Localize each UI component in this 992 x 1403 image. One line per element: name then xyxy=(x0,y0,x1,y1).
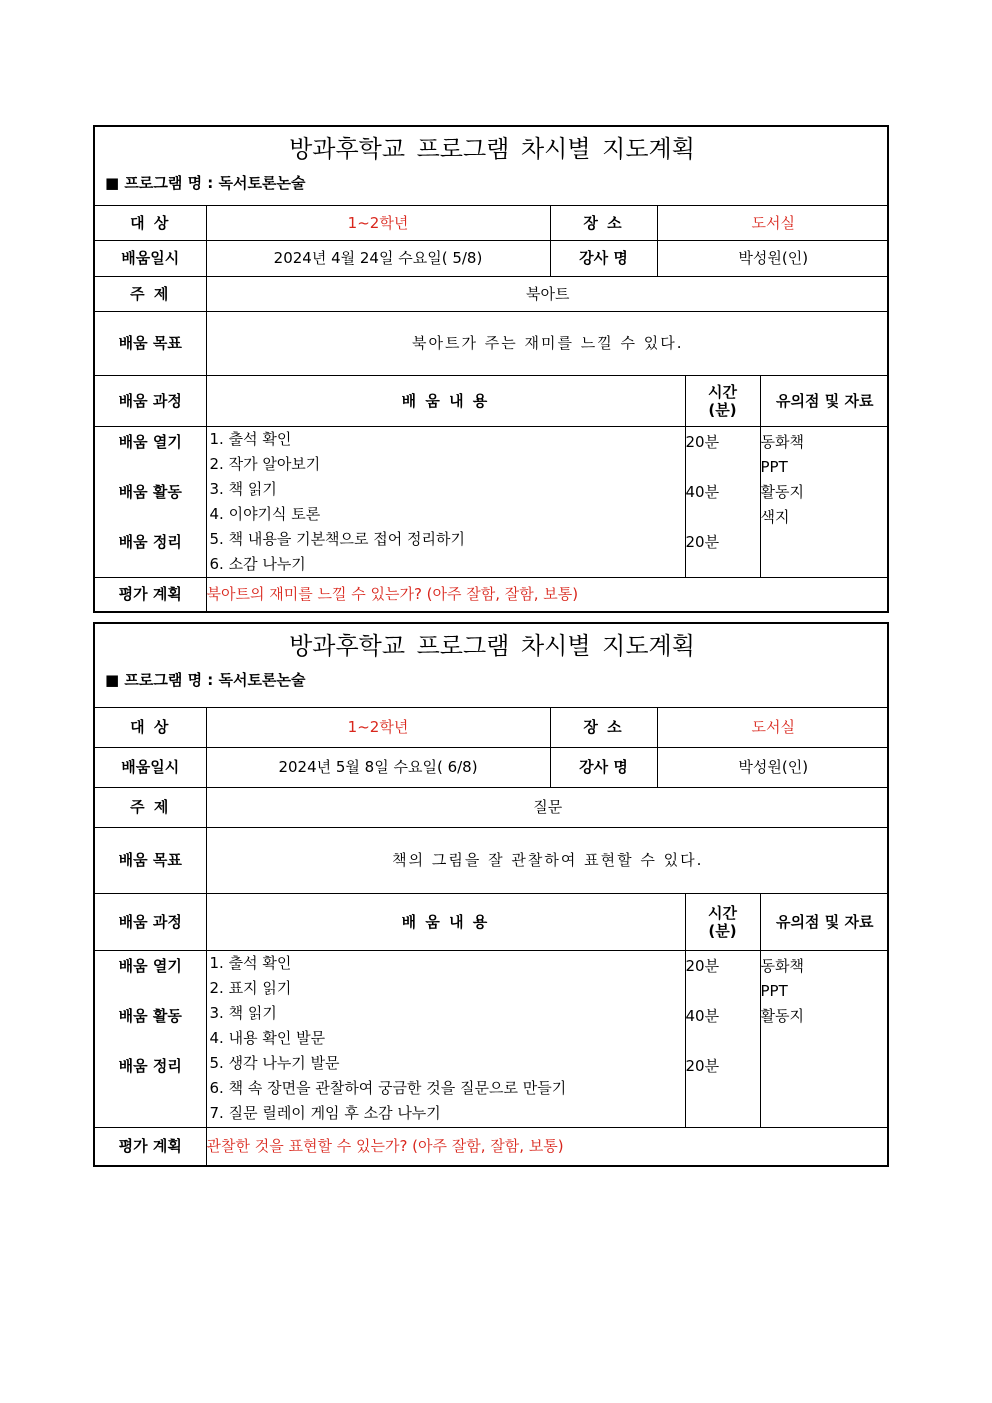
stages-cell xyxy=(95,950,206,1127)
time-header xyxy=(685,893,760,950)
step-item: 5. 생각 나누기 발문 xyxy=(209,1053,340,1072)
time-value: 20분 xyxy=(685,532,720,551)
time-value: 20분 xyxy=(685,956,720,975)
goal-label: 배움 목표 xyxy=(95,311,206,375)
date-value: 2024년 4월 24일 수요일( 5/8) xyxy=(206,240,550,276)
target-value: 1~2학년 xyxy=(206,707,550,747)
time-label-2: (분) xyxy=(708,400,737,419)
time-value: 40분 xyxy=(685,1006,720,1025)
stage-label: 배움 열기 xyxy=(118,956,182,975)
times-cell xyxy=(685,426,760,577)
content-label: 배 움 내 용 xyxy=(206,893,685,950)
material-item: 활동지 xyxy=(760,1006,804,1025)
step-item: 4. 내용 확인 발문 xyxy=(209,1028,326,1047)
step-item: 7. 질문 릴레이 게임 후 소감 나누기 xyxy=(209,1103,441,1122)
material-item: 색지 xyxy=(760,507,790,526)
stage-label: 배움 정리 xyxy=(118,532,182,551)
stages-cell xyxy=(95,426,206,577)
step-item: 1. 출석 확인 xyxy=(209,953,292,972)
stage-label: 배움 정리 xyxy=(118,1056,182,1075)
program-name: ■ 프로그램 명 : 독서토론논술 xyxy=(105,670,306,689)
stage-label: 배움 활동 xyxy=(118,1006,182,1025)
step-item: 6. 책 속 장면을 관찰하여 궁금한 것을 질문으로 만들기 xyxy=(209,1078,567,1097)
material-item: 동화책 xyxy=(760,956,804,975)
step-item: 4. 이야기식 토론 xyxy=(209,504,321,523)
teacher-value: 박성원(인) xyxy=(657,240,889,276)
place-label: 장 소 xyxy=(550,205,657,240)
plan-header xyxy=(95,127,889,205)
teacher-label: 강사 명 xyxy=(550,747,657,787)
material-item: PPT xyxy=(760,981,788,1000)
step-item: 3. 책 읽기 xyxy=(209,479,277,498)
step-item: 1. 출석 확인 xyxy=(209,429,292,448)
step-item: 5. 책 내용을 기본책으로 접어 정리하기 xyxy=(209,529,466,548)
goal-label: 배움 목표 xyxy=(95,827,206,893)
step-item: 2. 작가 알아보기 xyxy=(209,454,321,473)
steps-cell xyxy=(206,950,685,1127)
materials-cell xyxy=(760,426,889,577)
topic-label: 주 제 xyxy=(95,276,206,311)
plan-header xyxy=(95,624,889,707)
place-label: 장 소 xyxy=(550,707,657,747)
teacher-label: 강사 명 xyxy=(550,240,657,276)
content-label: 배 움 내 용 xyxy=(206,375,685,426)
material-item: 동화책 xyxy=(760,432,804,451)
date-label: 배움일시 xyxy=(95,240,206,276)
material-item: 활동지 xyxy=(760,482,804,501)
target-value: 1~2학년 xyxy=(206,205,550,240)
target-label: 대 상 xyxy=(95,707,206,747)
topic-value: 질문 xyxy=(206,787,889,827)
stage-label: 배움 활동 xyxy=(118,482,182,501)
step-item: 2. 표지 읽기 xyxy=(209,978,292,997)
process-label: 배움 과정 xyxy=(95,375,206,426)
topic-label: 주 제 xyxy=(95,787,206,827)
time-label-1: 시간 xyxy=(708,903,737,922)
date-label: 배움일시 xyxy=(95,747,206,787)
plan-title: 방과후학교 프로그램 차시별 지도계획 xyxy=(289,632,695,660)
materials-label: 유의점 및 자료 xyxy=(760,375,889,426)
process-label: 배움 과정 xyxy=(95,893,206,950)
time-value: 20분 xyxy=(685,432,720,451)
topic-value: 북아트 xyxy=(206,276,889,311)
step-item: 6. 소감 나누기 xyxy=(209,554,306,573)
place-value: 도서실 xyxy=(657,205,889,240)
date-value: 2024년 5월 8일 수요일( 6/8) xyxy=(206,747,550,787)
time-value: 40분 xyxy=(685,482,720,501)
time-label-2: (분) xyxy=(708,921,737,940)
program-name: ■ 프로그램 명 : 독서토론논술 xyxy=(105,173,306,192)
target-label: 대 상 xyxy=(95,205,206,240)
eval-label: 평가 계획 xyxy=(95,1127,206,1165)
eval-value: 북아트의 재미를 느낄 수 있는가? (아주 잘함, 잘함, 보통) xyxy=(206,577,889,611)
material-item: PPT xyxy=(760,457,788,476)
plan-title: 방과후학교 프로그램 차시별 지도계획 xyxy=(289,135,695,163)
teacher-value: 박성원(인) xyxy=(657,747,889,787)
goal-value: 책의 그림을 잘 관찰하여 표현할 수 있다. xyxy=(206,827,889,893)
time-label-1: 시간 xyxy=(708,382,737,401)
goal-value: 북아트가 주는 재미를 느낄 수 있다. xyxy=(206,311,889,375)
lesson-plan-1 xyxy=(93,125,889,613)
eval-value: 관찰한 것을 표현할 수 있는가? (아주 잘함, 잘함, 보통) xyxy=(206,1127,889,1165)
materials-cell xyxy=(760,950,889,1127)
eval-label: 평가 계획 xyxy=(95,577,206,611)
time-header xyxy=(685,375,760,426)
stage-label: 배움 열기 xyxy=(118,432,182,451)
place-value: 도서실 xyxy=(657,707,889,747)
time-value: 20분 xyxy=(685,1056,720,1075)
materials-label: 유의점 및 자료 xyxy=(760,893,889,950)
lesson-plan-2 xyxy=(93,622,889,1167)
steps-cell xyxy=(206,426,685,577)
times-cell xyxy=(685,950,760,1127)
step-item: 3. 책 읽기 xyxy=(209,1003,277,1022)
